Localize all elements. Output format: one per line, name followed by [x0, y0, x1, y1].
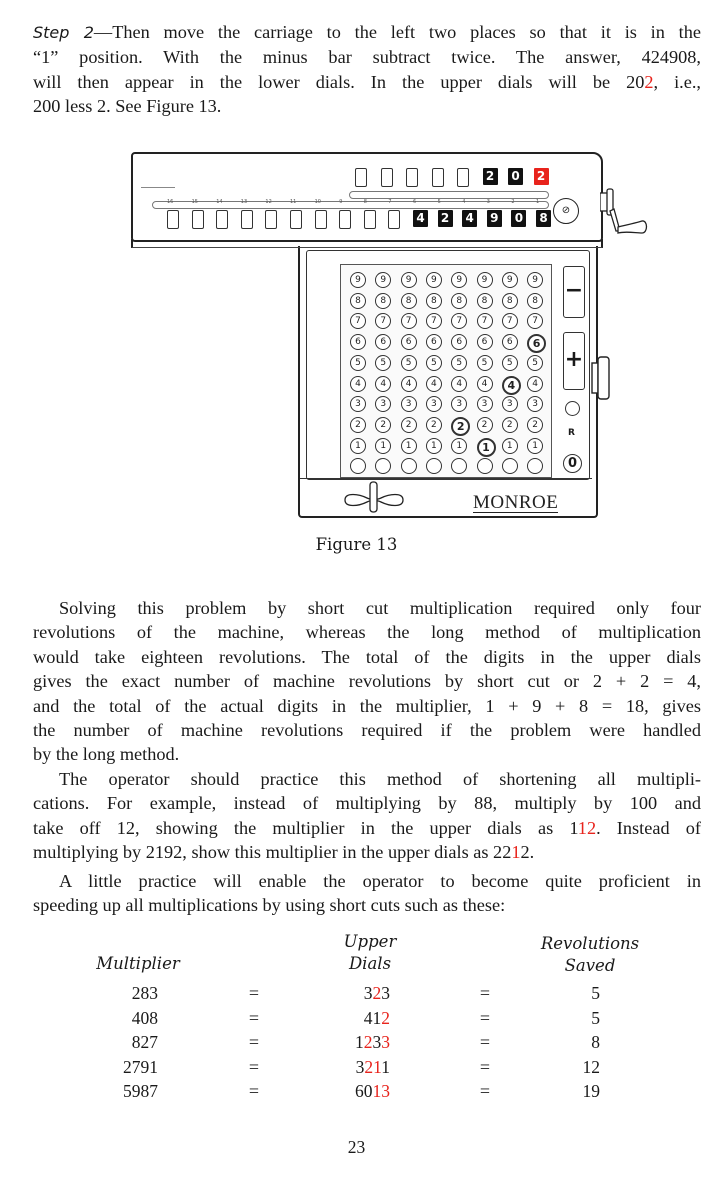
- lower-dial: [216, 210, 228, 229]
- position-label: 12: [265, 199, 272, 205]
- text-segment: would take eighteen revolutions. The total of the digits in the upper dials: [33, 646, 701, 667]
- text-segment: the number of machine revolutions required if the problem were handled: [33, 720, 701, 741]
- key[interactable]: 8: [477, 293, 493, 309]
- revolutions-saved-cell: 19: [582, 1081, 600, 1101]
- paragraph: [33, 596, 701, 767]
- key[interactable]: 5: [426, 355, 442, 371]
- digit-segment: 3: [372, 1032, 382, 1052]
- key[interactable]: 9: [527, 272, 543, 288]
- key[interactable]: 6: [426, 334, 442, 350]
- upper-dial: 2: [534, 168, 549, 185]
- lower-dial: [388, 210, 400, 229]
- lower-dial: [167, 210, 179, 229]
- key[interactable]: 1: [401, 438, 417, 454]
- upper-dial: 2: [483, 168, 498, 185]
- highlight-digits: 2: [381, 1007, 390, 1028]
- text-line: [33, 620, 701, 644]
- equals-sign: =: [248, 1007, 260, 1028]
- key-depressed[interactable]: 1: [477, 438, 496, 457]
- text-line: [33, 718, 701, 742]
- multiplier-cell: 408: [131, 1007, 158, 1028]
- minus-bar[interactable]: [563, 266, 585, 318]
- key[interactable]: 3: [477, 396, 493, 412]
- key[interactable]: 4: [375, 376, 391, 392]
- position-label: 13: [240, 199, 248, 205]
- key[interactable]: 4: [401, 376, 417, 392]
- text-segment: revolutions of the machine, whereas the long method of multiplication: [33, 622, 701, 643]
- key[interactable]: 5: [375, 355, 391, 371]
- text-segment: cations. For example, instead of multiplying by 88, multiply by 100 and: [33, 793, 701, 814]
- digit-segment: 3: [381, 983, 390, 1003]
- carriage-rail: [131, 239, 603, 248]
- digit-segment: 60: [355, 1081, 373, 1101]
- crank-handle-icon[interactable]: [600, 183, 650, 245]
- step-text: “1” position. With the minus bar subtract twice. The answer, 424908,: [33, 47, 701, 68]
- lower-dial: [364, 210, 376, 229]
- position-label: 10: [314, 199, 321, 205]
- key[interactable]: 6: [375, 334, 391, 350]
- key[interactable]: 7: [477, 313, 493, 329]
- key[interactable]: 8: [451, 293, 467, 309]
- key[interactable]: 7: [527, 313, 543, 329]
- lower-dial: [315, 210, 327, 229]
- key[interactable]: 2: [375, 417, 391, 433]
- multiplier-cell: 283: [131, 983, 158, 1003]
- keyboard-lock-lever-icon[interactable]: [341, 480, 407, 516]
- digit-segment: 1: [381, 1056, 390, 1077]
- upper-dial: [432, 168, 444, 187]
- key[interactable]: 8: [502, 293, 518, 309]
- key[interactable]: 7: [502, 313, 518, 329]
- highlight-digits: 1: [511, 842, 521, 863]
- equals-sign: =: [248, 983, 260, 1003]
- upper-dial: [355, 168, 367, 187]
- upper-dials-cell: [320, 981, 390, 1005]
- lower-dial: [265, 210, 277, 229]
- text-line: [33, 694, 701, 718]
- clear-label: 0: [567, 456, 578, 471]
- text-segment: The operator should practice this method of shortening all multipli-: [59, 769, 701, 789]
- carriage-shift-knob[interactable]: ⊘: [553, 198, 579, 224]
- position-label: 4: [462, 199, 466, 205]
- key[interactable]: 5: [527, 355, 543, 371]
- text-segment: gives the exact number of machine revolutions by short cut or 2 + 2 = 4,: [33, 671, 701, 692]
- key[interactable]: 9: [426, 272, 442, 288]
- key[interactable]: 5: [401, 355, 417, 371]
- key[interactable]: 1: [451, 438, 467, 454]
- multiplier-cell: 827: [131, 1032, 158, 1052]
- plus-label: +: [564, 347, 584, 372]
- monroe-calculator-figure: [0, 0, 713, 530]
- header-upper-dials-1: Upper: [343, 932, 397, 951]
- carriage-line: [141, 187, 175, 188]
- text-segment: . Instead of: [596, 817, 701, 838]
- upper-dial: [406, 168, 418, 187]
- step-label: Step 2: [33, 23, 94, 42]
- text-segment: Solving this problem by short cut multiplication required only four: [59, 598, 701, 618]
- figure-caption: Figure 13: [315, 535, 398, 554]
- highlight-digits: 21: [364, 1056, 382, 1077]
- text-line: [33, 869, 701, 893]
- key[interactable]: 1: [527, 438, 543, 454]
- position-label: 9: [339, 199, 343, 205]
- key[interactable]: 8: [426, 293, 442, 309]
- key[interactable]: 3: [451, 396, 467, 412]
- equals-sign: =: [479, 1056, 491, 1077]
- key[interactable]: 4: [451, 376, 467, 392]
- upper-dials-cell: [320, 1055, 390, 1079]
- key[interactable]: 1: [350, 438, 366, 454]
- lower-dial: 8: [536, 210, 551, 227]
- key[interactable]: 7: [451, 313, 467, 329]
- key[interactable]: 1: [426, 438, 442, 454]
- key[interactable]: [451, 458, 467, 474]
- key[interactable]: 5: [350, 355, 366, 371]
- upper-dial: [381, 168, 393, 187]
- key[interactable]: 9: [502, 272, 518, 288]
- equals-sign: =: [479, 1007, 491, 1028]
- key[interactable]: 3: [375, 396, 391, 412]
- revolutions-saved-cell: 5: [591, 1007, 600, 1028]
- header-multiplier: Multiplier: [96, 954, 180, 973]
- text-line: [33, 840, 701, 864]
- key[interactable]: 9: [451, 272, 467, 288]
- step-text: —Then move the carriage to the left two places so that it is in the: [93, 22, 701, 42]
- equals-sign: =: [479, 1081, 491, 1101]
- equals-sign: =: [248, 1056, 260, 1077]
- upper-carriage-track: [349, 191, 549, 199]
- brand-logo: MONROE: [473, 492, 559, 513]
- key[interactable]: [426, 458, 442, 474]
- key[interactable]: 3: [401, 396, 417, 412]
- equals-sign: =: [479, 983, 491, 1003]
- highlight-digit: 2: [644, 71, 654, 92]
- lower-dial: [241, 210, 253, 229]
- header-revolutions-2: Saved: [564, 956, 616, 975]
- position-label: 14: [216, 199, 223, 205]
- key[interactable]: 9: [401, 272, 417, 288]
- lower-carriage-track: [152, 201, 549, 209]
- equals-sign: =: [248, 1081, 260, 1101]
- header-revolutions-1: Revolutions: [540, 934, 640, 953]
- key-depressed[interactable]: 2: [451, 417, 470, 436]
- key[interactable]: [401, 458, 417, 474]
- key[interactable]: 2: [350, 417, 366, 433]
- upper-dials-cell: [320, 1030, 390, 1054]
- repeat-key[interactable]: [565, 427, 578, 440]
- key[interactable]: 6: [451, 334, 467, 350]
- key[interactable]: 3: [350, 396, 366, 412]
- digit-segment: 3: [355, 1056, 365, 1077]
- revolutions-saved-cell: 5: [591, 983, 600, 1003]
- key[interactable]: 5: [502, 355, 518, 371]
- minus-label: −: [564, 278, 584, 303]
- highlight-digits: 2: [363, 1032, 373, 1052]
- multiplier-cell: 2791: [123, 1056, 158, 1077]
- key[interactable]: 4: [426, 376, 442, 392]
- key[interactable]: 7: [375, 313, 391, 329]
- lower-dial: 0: [511, 210, 526, 227]
- text-segment: A little practice will enable the operator to become quite proficient in: [59, 871, 701, 891]
- blank-key[interactable]: [565, 401, 580, 416]
- position-label: 5: [437, 199, 441, 205]
- key[interactable]: 8: [375, 293, 391, 309]
- step-text: , i.e.,: [653, 71, 701, 92]
- highlight-digits: 2: [372, 983, 382, 1003]
- key[interactable]: [350, 458, 366, 474]
- key[interactable]: 9: [350, 272, 366, 288]
- upper-dial: [457, 168, 469, 187]
- position-label: 11: [290, 199, 297, 205]
- key-depressed[interactable]: 6: [527, 334, 546, 353]
- highlight-digits: 12: [577, 817, 597, 838]
- key[interactable]: 7: [401, 313, 417, 329]
- paragraph: [33, 767, 701, 865]
- text-segment: take off 12, showing the multiplier in the upper dials as 1: [33, 817, 578, 838]
- key[interactable]: 6: [477, 334, 493, 350]
- revolutions-saved-cell: 12: [582, 1056, 600, 1077]
- text-line: [33, 669, 701, 693]
- upper-dial: 0: [508, 168, 523, 185]
- key[interactable]: 2: [502, 417, 518, 433]
- digit-segment: 3: [363, 983, 373, 1003]
- key[interactable]: [375, 458, 391, 474]
- lower-dial: 2: [438, 210, 453, 227]
- key[interactable]: 7: [426, 313, 442, 329]
- side-lever-icon[interactable]: [590, 355, 612, 403]
- lower-dial: 9: [487, 210, 502, 227]
- key[interactable]: 2: [426, 417, 442, 433]
- paragraph: [33, 869, 701, 918]
- page-number: 23: [347, 1137, 366, 1157]
- key[interactable]: 8: [350, 293, 366, 309]
- key[interactable]: 4: [527, 376, 543, 392]
- upper-dials-cell: [320, 1006, 390, 1030]
- key[interactable]: 8: [401, 293, 417, 309]
- key[interactable]: 1: [375, 438, 391, 454]
- keyboard: [340, 264, 552, 478]
- text-line: [33, 742, 701, 766]
- repeat-label: R: [568, 428, 575, 438]
- position-label: 15: [191, 199, 198, 205]
- position-label: 8: [363, 199, 367, 205]
- key[interactable]: 4: [350, 376, 366, 392]
- revolutions-saved-cell: 8: [591, 1032, 600, 1052]
- key[interactable]: 6: [401, 334, 417, 350]
- position-label: 1: [536, 199, 540, 205]
- lower-dial: [192, 210, 204, 229]
- lower-dial: 4: [462, 210, 477, 227]
- equals-sign: =: [248, 1032, 260, 1052]
- key[interactable]: 7: [350, 313, 366, 329]
- highlight-digits: 3: [381, 1032, 390, 1052]
- lower-dial: 4: [413, 210, 428, 227]
- key[interactable]: 3: [527, 396, 543, 412]
- text-line: [33, 645, 701, 669]
- position-label: 6: [413, 199, 417, 205]
- header-upper-dials-2: Dials: [348, 954, 392, 973]
- key[interactable]: [477, 458, 493, 474]
- key[interactable]: 2: [527, 417, 543, 433]
- step-text: 200 less 2. See Figure 13.: [33, 96, 222, 117]
- position-label: 7: [388, 199, 392, 205]
- text-line: [33, 816, 701, 840]
- text-segment: 2.: [520, 842, 535, 863]
- key[interactable]: 2: [477, 417, 493, 433]
- text-segment: speeding up all multiplications by using short cuts such as these:: [33, 895, 506, 916]
- text-line: [33, 791, 701, 815]
- key[interactable]: 1: [502, 438, 518, 454]
- position-label: 2: [511, 199, 515, 205]
- clear-key[interactable]: [563, 454, 582, 473]
- upper-dials-cell: [320, 1079, 390, 1103]
- position-label: 16: [167, 199, 174, 205]
- key-depressed[interactable]: 4: [502, 376, 521, 395]
- text-line: [33, 596, 701, 620]
- lower-dial: [339, 210, 351, 229]
- equals-sign: =: [479, 1032, 491, 1052]
- text-line: [33, 767, 701, 791]
- key[interactable]: 3: [426, 396, 442, 412]
- step-text: will then appear in the lower dials. In the upper dials will be 20: [33, 71, 645, 92]
- text-segment: by the long method.: [33, 744, 180, 765]
- plus-bar[interactable]: [563, 332, 585, 390]
- key[interactable]: 3: [502, 396, 518, 412]
- key[interactable]: 6: [350, 334, 366, 350]
- position-label: 3: [486, 199, 490, 205]
- key[interactable]: 4: [477, 376, 493, 392]
- digit-segment: 41: [363, 1007, 382, 1028]
- key[interactable]: 5: [451, 355, 467, 371]
- key[interactable]: 9: [375, 272, 391, 288]
- text-line: [33, 893, 701, 917]
- key[interactable]: 9: [477, 272, 493, 288]
- key[interactable]: 8: [527, 293, 543, 309]
- text-segment: multiplying by 2192, show this multiplier in the upper dials as 22: [33, 842, 512, 863]
- key[interactable]: [502, 458, 518, 474]
- key[interactable]: 2: [401, 417, 417, 433]
- key[interactable]: 6: [502, 334, 518, 350]
- lower-dial: [290, 210, 302, 229]
- multiplier-cell: 5987: [123, 1081, 158, 1101]
- text-segment: and the total of the actual digits in the multiplier, 1 + 9 + 8 = 18, gives: [33, 695, 701, 716]
- key[interactable]: 5: [477, 355, 493, 371]
- digit-segment: 1: [355, 1032, 364, 1052]
- highlight-digits: 13: [372, 1081, 390, 1101]
- key[interactable]: [527, 458, 543, 474]
